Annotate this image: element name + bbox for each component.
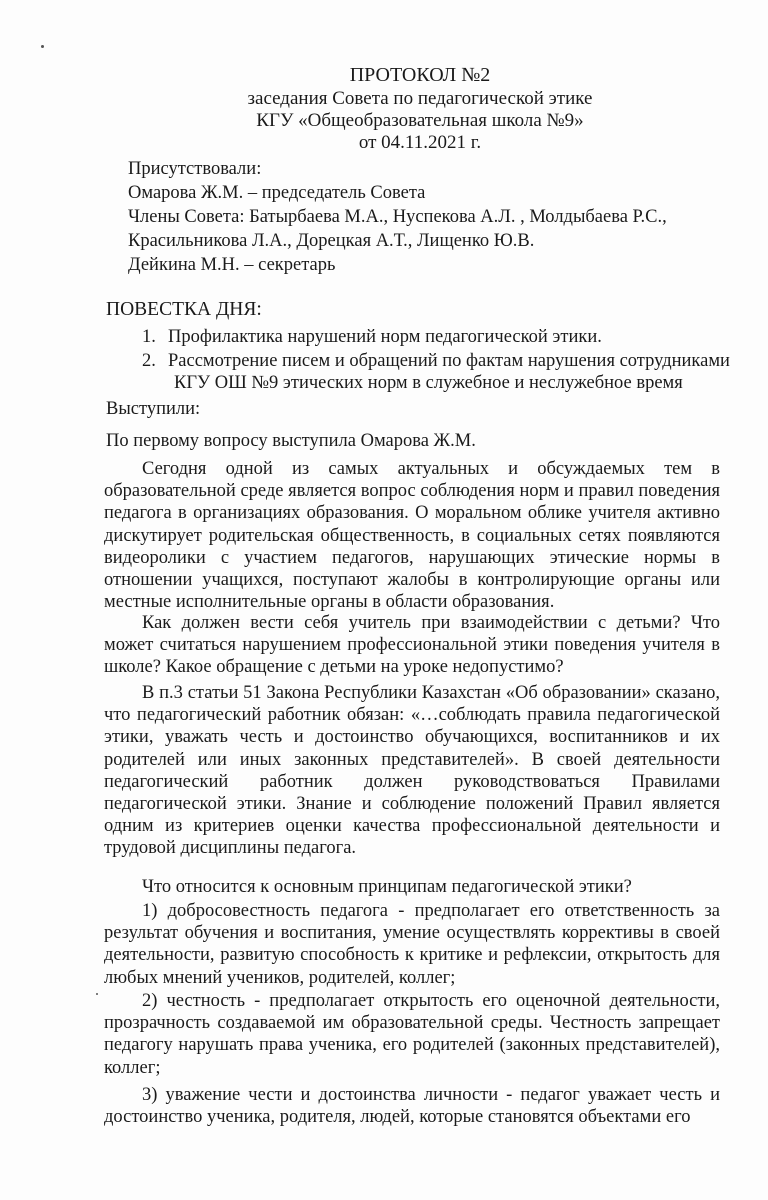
protocol-title: ПРОТОКОЛ №2 <box>349 64 491 86</box>
agenda-item-number: 1. <box>142 327 156 347</box>
members-line-1: Члены Совета: Батырбаева М.А., Нуспекова А.Л. , Молдыбаева Р.С., <box>128 207 667 227</box>
school-name: КГУ «Общеобразовательная школа №9» <box>256 110 584 131</box>
chair-line: Омарова Ж.М. – председатель Совета <box>128 183 426 203</box>
first-speaker-line: По первому вопросу выступила Омарова Ж.М. <box>106 431 476 451</box>
paragraph-text: В п.3 статьи 51 Закона Республики Казахстан «Об образовании» сказано, что педагогический работник обязан: «…соблюдать правила педагогической этики, уважать честь и достоинство обучающихся, воспитанников и их родителей или иных законных представителей». В своей деятельности педагогический работник должен руководствоваться Правилами педагогической этики. Знание и соблюдение положений Правил является одним из критериев оценки качества профессиональной деятельности и трудовой дисциплины педагога. <box>104 683 720 859</box>
body-paragraph-7 <box>104 1084 720 1128</box>
paragraph-text: 3) уважение чести и достоинства личности - педагог уважает честь и достоинство ученика, родителя, людей, которые становятся объектами его <box>104 1085 720 1128</box>
attendees-block <box>128 158 667 278</box>
body-paragraph-4 <box>104 876 720 898</box>
agenda-item-continuation: КГУ ОШ №9 этических норм в служебное и неслужебное время <box>174 373 683 393</box>
agenda-list <box>142 326 730 394</box>
speakers-label: Выступили: <box>106 399 201 419</box>
paragraph-text: 2) честность - предполагает открытость его оценочной деятельности, прозрачность создаваемой им образовательной среды. Честность запрещает педагогу нарушать права ученика, его родителей (законных представителей), коллег; <box>104 991 720 1078</box>
paragraph-text: Как должен вести себя учитель при взаимодействии с детьми? Что может считаться нарушением профессиональной этики поведения учителя в школе? Какое обращение с детьми на уроке недопустимо? <box>104 613 720 678</box>
body-paragraph-1 <box>104 458 720 613</box>
protocol-subtitle: заседания Совета по педагогической этике <box>247 88 593 109</box>
scan-speck <box>96 993 98 995</box>
speakers-block <box>106 398 476 452</box>
body-paragraph-2 <box>104 612 720 679</box>
agenda-item-number: 2. <box>142 351 156 371</box>
body-paragraph-5 <box>104 900 720 989</box>
attendees-label: Присутствовали: <box>128 159 262 179</box>
paragraph-text: Сегодня одной из самых актуальных и обсуждаемых тем в образовательной среде является вопрос соблюдения норм и правил поведения педагога в организациях образования. О моральном облике учителя активно дискутирует родительская общественность, в социальных сетях появляются видеоролики с участием педагогов, нарушающих этические нормы в отношении учащихся, поступают жалобы в контролирующие органы или местные исполнительные органы в области образования. <box>104 459 720 613</box>
secretary-line: Дейкина М.Н. – секретарь <box>128 255 336 275</box>
agenda-item <box>142 350 730 394</box>
agenda-title: ПОВЕСТКА ДНЯ: <box>106 299 262 320</box>
body-paragraph-6 <box>104 990 720 1079</box>
agenda-item <box>142 326 726 350</box>
scan-speck <box>41 45 44 48</box>
paragraph-text: 1) добросовестность педагога - предполагает его ответственность за результат обучения и воспитания, умение осуществлять коррективы в своей деятельности, развитую способность к критике и рефлексии, открытость для любых мнений учеников, родителей, коллег; <box>104 901 720 988</box>
agenda-item-text: Рассмотрение писем и обращений по фактам нарушения сотрудниками <box>168 351 730 371</box>
members-line-2: Красильникова Л.А., Дорецкая А.Т., Лищенко Ю.В. <box>128 231 535 251</box>
paragraph-text: Что относится к основным принципам педагогической этики? <box>142 877 632 897</box>
body-paragraph-3 <box>104 682 720 860</box>
protocol-header <box>150 64 690 154</box>
agenda-item-text: Профилактика нарушений норм педагогической этики. <box>168 327 602 347</box>
protocol-date: от 04.11.2021 г. <box>358 132 482 153</box>
